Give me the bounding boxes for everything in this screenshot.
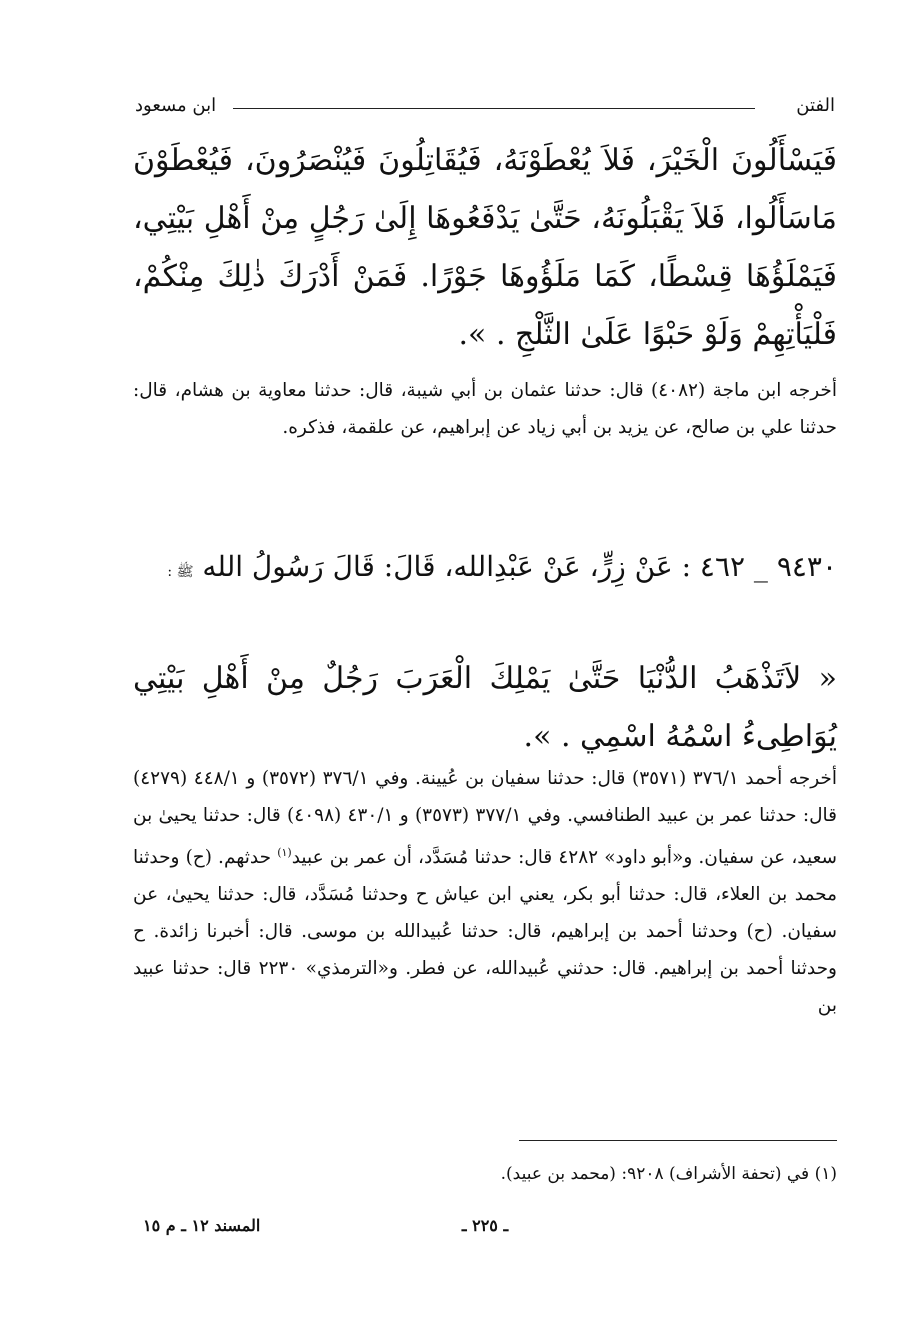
hadith-continuation: فَيَسْأَلُونَ الْخَيْرَ، فَلاَ يُعْطَوْنَهُ، فَيُقَاتِلُونَ فَيُنْصَرُونَ، فَيُعْطَوْنَ مَاسَأَلُوا، فَلاَ يَقْبَلُونَهُ، حَتَّىٰ يَدْفَعُوهَا إِلَىٰ رَجُلٍ مِنْ أَهْلِ بَيْتِي، فَيَمْلَؤُهَا قِسْطًا، كَمَا مَلَؤُوهَا جَوْرًا. فَمَنْ أَدْرَكَ ذٰلِكَ مِنْكُمْ، فَلْيَأْتِهِمْ وَلَوْ حَبْوًا عَلَىٰ الثَّلْجِ . ». [133, 143, 837, 352]
header-chapter: الفتن [796, 95, 835, 116]
hadith-text: « لاَتَذْهَبُ الدُّنْيَا حَتَّىٰ يَمْلِكَ الْعَرَبَ رَجُلٌ مِنْ أَهْلِ بَيْتِي يُوَاطِىءُ اسْمُهُ اسْمِي . ». [133, 661, 837, 754]
footnote: (١) في (تحفة الأشراف) ٩٢٠٨: (محمد بن عبيد). [500, 1164, 837, 1184]
takhrij-2-part1: أخرجه أحمد ٣٧٦/١ (٣٥٧١) قال: حدثنا سفيان بن عُيينة. وفي ٣٧٦/١ (٣٥٧٢) و ٤٤٨/١ (٤٢٧٩) قال: حدثنا عمر بن عبيد الطنافسي. وفي ٣٧٧/١ (٣٥٧٣) و ٤٣٠/١ (٤٠٩٨) قال: حدثنا يحيىٰ بن سعيد، عن سفيان. و«أبو داود» ٤٢٨٢ قال: حدثنا مُسَدَّد، أن عمر بن عبيد [133, 768, 838, 869]
salutation-glyph: ﷺ : [167, 564, 194, 580]
takhrij-2-part2: حدثهم. (ح) وحدثنا محمد بن العلاء، قال: حدثنا أبو بكر، يعني ابن عياش ح وحدثنا مُسَدَّد، قال: حدثنا يحيىٰ، عن سفيان. (ح) وحدثنا أحمد بن إبراهيم، قال: حدثنا عُبيدالله بن موسى. قال: أخبرنا زائدة. ح وحدثنا أحمد بن إبراهيم. قال: حدثني عُبيدالله، عن فطر. و«الترمذي» ٢٢٣٠ قال: حدثنا عبيد بن [133, 847, 837, 1017]
takhrij-paragraph-1: أخرجه ابن ماجة (٤٠٨٢) قال: حدثنا عثمان بن أبي شيبة، قال: حدثنا معاوية بن هشام، قال: حدثنا علي بن صالح، عن يزيد بن أبي زياد عن إبراهيم، عن علقمة، فذكره. [133, 380, 837, 438]
page-number: ـ ٢٢٥ ـ [461, 1216, 509, 1235]
hadith-number: ٩٤٣٠ _ ٤٦٢ [699, 550, 837, 583]
takhrij-paragraph-2 [133, 760, 837, 1024]
hadith-heading [133, 538, 837, 601]
footnote-marker: (١) [277, 846, 292, 859]
printer-signature: المسند ١٢ ـ م ١٥ [143, 1216, 261, 1235]
page-footer [133, 1216, 837, 1246]
footnote-rule [519, 1140, 837, 1141]
header-rule [233, 108, 755, 109]
hadith-isnad: : عَنْ زِرٍّ، عَنْ عَبْدِالله، قَالَ: قَالَ رَسُولُ الله [202, 550, 691, 583]
running-header [135, 94, 835, 124]
header-author: ابن مسعود [135, 95, 217, 116]
